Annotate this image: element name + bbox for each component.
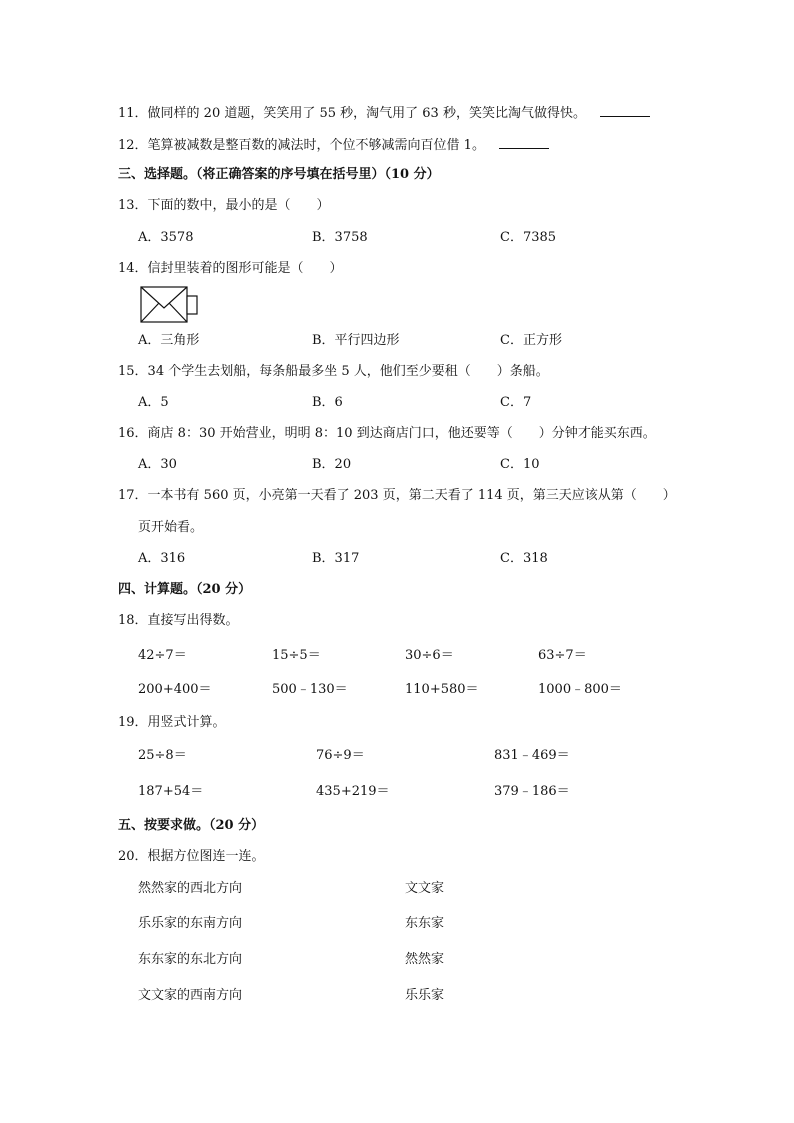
match-left-item[interactable]: 乐乐家的东南方向 [138, 916, 243, 931]
calc-item[interactable]: 187+54＝ [138, 784, 204, 799]
question-17: 17．一本书有 560 页，小亮第一天看了 203 页，第二天看了 114 页，第三天应该从第（ ） [118, 488, 676, 503]
envelope-icon [140, 286, 202, 324]
option-c[interactable]: C．正方形 [500, 333, 562, 348]
calc-item[interactable]: 435+219＝ [316, 784, 390, 799]
calc-item[interactable]: 500﹣130＝ [272, 682, 348, 697]
option-b[interactable]: B．平行四边形 [312, 333, 400, 348]
calc-item[interactable]: 379﹣186＝ [494, 784, 570, 799]
match-left-item[interactable]: 文文家的西南方向 [138, 988, 243, 1003]
calc-item[interactable]: 25÷8＝ [138, 748, 187, 763]
question-13: 13．下面的数中，最小的是（ ） [118, 198, 330, 213]
option-a[interactable]: A．316 [138, 551, 186, 566]
question-19: 19．用竖式计算。 [118, 715, 226, 730]
question-15: 15．34 个学生去划船，每条船最多坐 5 人，他们至少要租（ ）条船。 [118, 364, 549, 379]
answer-blank-11[interactable] [600, 102, 650, 117]
question-12-text: 12．笔算被减数是整百数的减法时，个位不够减需向百位借 1。 [118, 138, 485, 153]
option-b[interactable]: B．6 [312, 395, 343, 410]
option-a[interactable]: A．5 [138, 395, 169, 410]
option-b[interactable]: B．20 [312, 457, 352, 472]
question-16: 16．商店 8：30 开始营业，明明 8：10 到达商店门口，他还要等（ ）分钟才能买东西。 [118, 426, 656, 441]
calc-item[interactable]: 110+580＝ [405, 682, 479, 697]
option-c[interactable]: C．7 [500, 395, 532, 410]
section-5-heading: 五、按要求做。（20 分） [118, 818, 265, 833]
calc-item[interactable]: 42÷7＝ [138, 648, 187, 663]
calc-item[interactable]: 76÷9＝ [316, 748, 365, 763]
match-right-item[interactable]: 乐乐家 [405, 988, 445, 1003]
option-c[interactable]: C．7385 [500, 230, 557, 245]
answer-blank-12[interactable] [499, 134, 549, 149]
option-b[interactable]: B．3758 [312, 230, 368, 245]
section-3-heading: 三、选择题。（将正确答案的序号填在括号里）（10 分） [118, 167, 440, 182]
match-left-item[interactable]: 然然家的西北方向 [138, 881, 243, 896]
option-a[interactable]: A．三角形 [138, 333, 200, 348]
option-c[interactable]: C．10 [500, 457, 540, 472]
option-b[interactable]: B．317 [312, 551, 360, 566]
calc-item[interactable]: 63÷7＝ [538, 648, 587, 663]
question-14: 14．信封里装着的图形可能是（ ） [118, 261, 343, 276]
section-4-heading: 四、计算题。（20 分） [118, 582, 252, 597]
question-20: 20．根据方位图连一连。 [118, 849, 265, 864]
match-right-item[interactable]: 东东家 [405, 916, 445, 931]
option-a[interactable]: A．3578 [138, 230, 194, 245]
calc-item[interactable]: 1000﹣800＝ [538, 682, 622, 697]
match-right-item[interactable]: 文文家 [405, 881, 445, 896]
question-18: 18．直接写出得数。 [118, 613, 239, 628]
calc-item[interactable]: 831﹣469＝ [494, 748, 570, 763]
calc-item[interactable]: 15÷5＝ [272, 648, 321, 663]
question-11-text: 11．做同样的 20 道题，笑笑用了 55 秒，淘气用了 63 秒，笑笑比淘气做得快。 [118, 106, 586, 121]
calc-item[interactable]: 200+400＝ [138, 682, 212, 697]
question-12 [118, 134, 549, 156]
option-c[interactable]: C．318 [500, 551, 548, 566]
calc-item[interactable]: 30÷6＝ [405, 648, 454, 663]
question-11 [118, 102, 650, 124]
question-17-continuation: 页开始看。 [138, 520, 204, 535]
match-right-item[interactable]: 然然家 [405, 952, 445, 967]
match-left-item[interactable]: 东东家的东北方向 [138, 952, 243, 967]
option-a[interactable]: A．30 [138, 457, 177, 472]
